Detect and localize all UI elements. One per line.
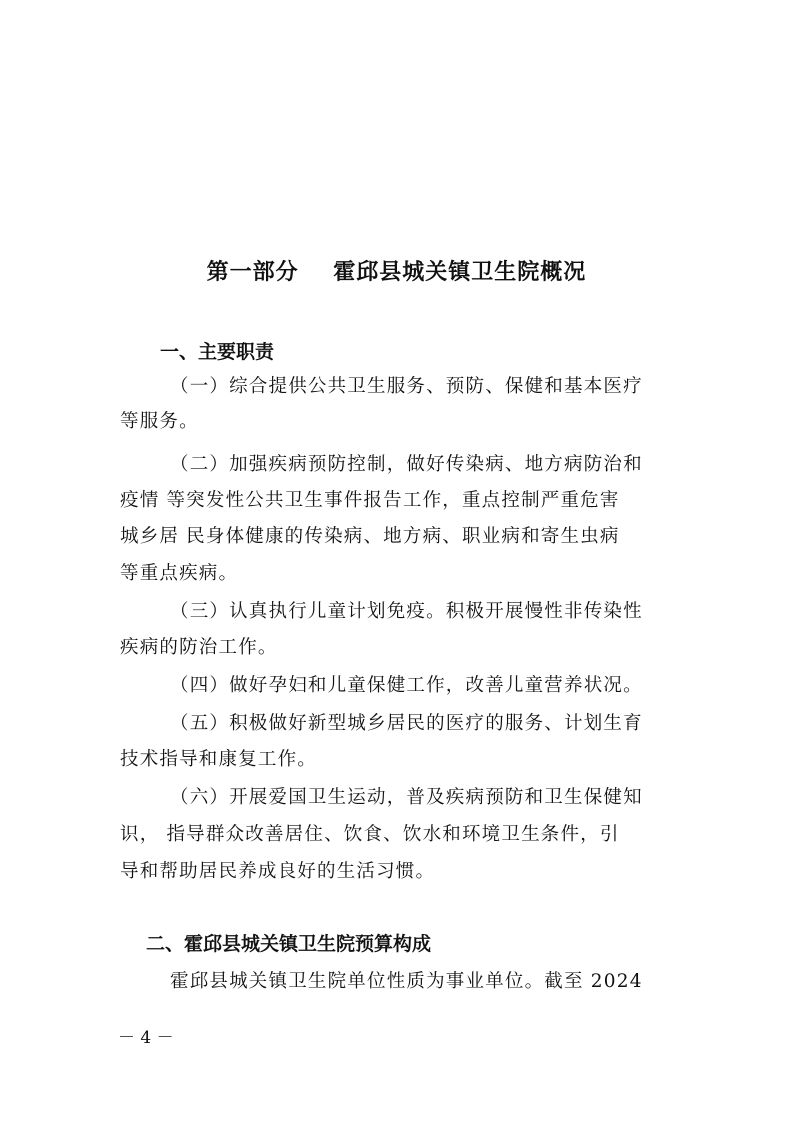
paragraph-line: 识， 指导群众改善居住、饮食、饮水和环境卫生条件，引: [120, 824, 620, 845]
page-number: － 4 －: [118, 1028, 174, 1048]
paragraph-line: （四）做好孕妇和儿童保健工作，改善儿童营养状况。: [170, 675, 643, 696]
paragraph-line: 等服务。: [120, 411, 199, 432]
paragraph-line: （三）认真执行儿童计划免疫。积极开展慢性非传染性: [170, 601, 643, 622]
paragraph-line: 城乡居 民身体健康的传染病、地方病、职业病和寄生虫病: [120, 526, 620, 547]
paragraph-line: （五）积极做好新型城乡居民的医疗的服务、计划生育: [170, 713, 643, 734]
paragraph-line: （一）综合提供公共卫生服务、预防、保健和基本医疗: [170, 376, 643, 397]
paragraph-line: （六）开展爱国卫生运动，普及疾病预防和卫生保健知: [170, 787, 643, 808]
section-heading-main-duties: 一、主要职责: [160, 341, 275, 363]
paragraph-line: 霍邱县城关镇卫生院单位性质为事业单位。截至 2024: [170, 971, 643, 992]
paragraph-line: 导和帮助居民养成良好的生活习惯。: [120, 861, 436, 882]
section-heading-budget-structure: 二、霍邱县城关镇卫生院预算构成: [146, 933, 432, 955]
paragraph-line: 疾病的防治工作。: [120, 637, 278, 658]
page-title: 第一部分 霍邱县城关镇卫生院概况: [206, 260, 587, 285]
paragraph-line: （二）加强疾病预防控制，做好传染病、地方病防治和: [170, 454, 643, 475]
paragraph-line: 等重点疾病。: [120, 563, 239, 584]
paragraph-line: 疫情 等突发性公共卫生事件报告工作，重点控制严重危害: [120, 490, 620, 511]
paragraph-line: 技术指导和康复工作。: [120, 749, 318, 770]
